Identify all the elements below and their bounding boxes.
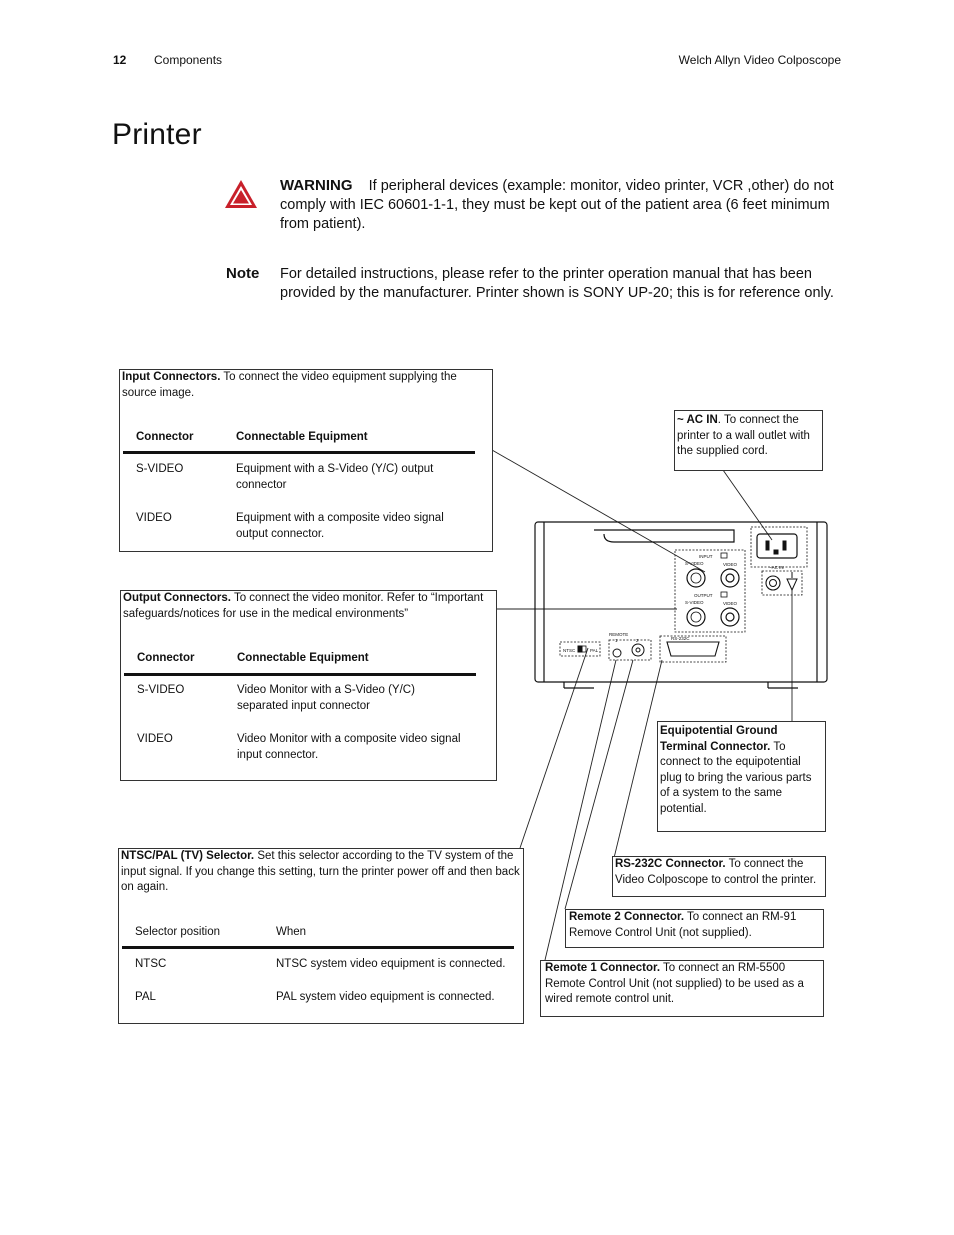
header-product: Welch Allyn Video Colposcope [678, 53, 841, 67]
rs232c-text: To connect the Video Colposcope to control the printer. [615, 858, 817, 886]
output-connectors-desc [123, 591, 491, 622]
panel-input-label: INPUT [699, 554, 713, 559]
output-col-equipment: Connectable Equipment [237, 652, 369, 664]
panel-svideo-label-2: S-VIDEO [685, 600, 704, 605]
input-row-connector: S-VIDEO [136, 463, 184, 475]
ntsc-pal-title: NTSC/PAL (TV) Selector. [121, 850, 255, 862]
output-row-connector: VIDEO [137, 733, 173, 745]
panel-remote-label: REMOTE [609, 632, 629, 637]
output-row-connector: S-VIDEO [137, 684, 185, 696]
ntsc-row-position: PAL [135, 991, 156, 1003]
warning-label: WARNING [280, 177, 353, 194]
panel-pal-label: PAL [590, 648, 599, 653]
panel-acin-label: ~AC IN [769, 565, 784, 570]
input-table-rule [123, 451, 475, 454]
ntsc-pal-desc [121, 849, 521, 896]
header-section: Components [154, 53, 223, 67]
ntsc-col-when: When [276, 926, 307, 938]
panel-remote2-label: 2 [636, 638, 639, 643]
ground-terminal-title: Equipotential Ground Terminal Connector. [660, 725, 778, 753]
input-connectors-title: Input Connectors. [122, 371, 221, 383]
rs232c-title: RS-232C Connector. [615, 858, 726, 870]
panel-video-label-2: VIDEO [723, 601, 738, 606]
ntsc-col-position: Selector position [135, 926, 221, 938]
ac-in-box [674, 410, 823, 471]
ntsc-pal-text: Set this selector according to the TV system of the input signal. If you change this setting, turn the printer power off and then back on again. [121, 850, 520, 893]
rs232c-box [612, 856, 826, 897]
output-col-connector: Connector [137, 652, 195, 664]
output-table-rule [124, 673, 476, 676]
remote2-title: Remote 2 Connector. [569, 911, 685, 923]
note-label: Note [226, 265, 260, 282]
page-number: 12 [113, 53, 127, 67]
input-row-connector: VIDEO [136, 512, 172, 524]
page-title: Printer [112, 118, 202, 151]
input-col-connector: Connector [136, 431, 194, 443]
ntsc-row-when: PAL system video equipment is connected. [276, 991, 495, 1003]
ntsc-pal-box [118, 848, 524, 1024]
output-connectors-box [120, 590, 497, 781]
input-connectors-text: To connect the video equipment supplying the source image. [122, 371, 457, 399]
output-connectors-title: Output Connectors. [123, 592, 231, 604]
output-connectors-text: To connect the video monitor. Refer to “Important safeguards/notices for use in the medical environments” [123, 592, 484, 620]
input-connectors-desc [122, 370, 488, 401]
panel-output-label: OUTPUT [694, 593, 713, 598]
ac-in-title: ~ AC IN [677, 414, 718, 426]
remote2-box [565, 909, 824, 948]
panel-svideo-label-1: S-VIDEO [685, 561, 704, 566]
ntsc-row-when: NTSC system video equipment is connected. [276, 958, 506, 970]
ground-terminal-text: To connect to the equipotential plug to bring the various parts of a system to the same potential. [660, 740, 812, 815]
ac-in-text: . To connect the printer to a wall outlet with the supplied cord. [677, 414, 810, 457]
panel-remote1-label: 1 [615, 638, 618, 643]
ground-terminal-box [657, 721, 826, 832]
remote2-text: To connect an RM-91 Remove Control Unit (not supplied). [569, 911, 797, 939]
warning-text: If peripheral devices (example: monitor, video printer, VCR ,other) do not comply with IEC 60601-1-1, they must be kept out of the patient area (6 feet minimum from patient). [280, 178, 834, 232]
ntsc-table-rule [122, 946, 514, 949]
output-row-equipment: Video Monitor with a composite video signal input connector. [237, 733, 461, 761]
output-row-equipment: Video Monitor with a S-Video (Y/C) separated input connector [237, 684, 415, 712]
remote1-text: To connect an RM-5500 Remote Control Unit (not supplied) to be used as a wired remote control unit. [545, 962, 804, 1005]
input-row-equipment: Equipment with a composite video signal output connector. [236, 512, 444, 540]
input-col-equipment: Connectable Equipment [236, 431, 368, 443]
input-connectors-box [119, 369, 493, 552]
panel-video-label-1: VIDEO [723, 562, 738, 567]
input-row-equipment: Equipment with a S-Video (Y/C) output connector [236, 463, 434, 491]
panel-rs232c-label: RS-232C [671, 636, 690, 641]
panel-ntsc-label: NTSC [563, 648, 576, 653]
remote1-box [540, 960, 824, 1017]
remote1-title: Remote 1 Connector. [545, 962, 661, 974]
note-text: For detailed instructions, please refer to the printer operation manual that has been provided by the manufacturer. Printer shown is SONY UP-20; this is for reference only. [280, 266, 834, 301]
ntsc-row-position: NTSC [135, 958, 167, 970]
printer-rear-panel [534, 520, 828, 690]
